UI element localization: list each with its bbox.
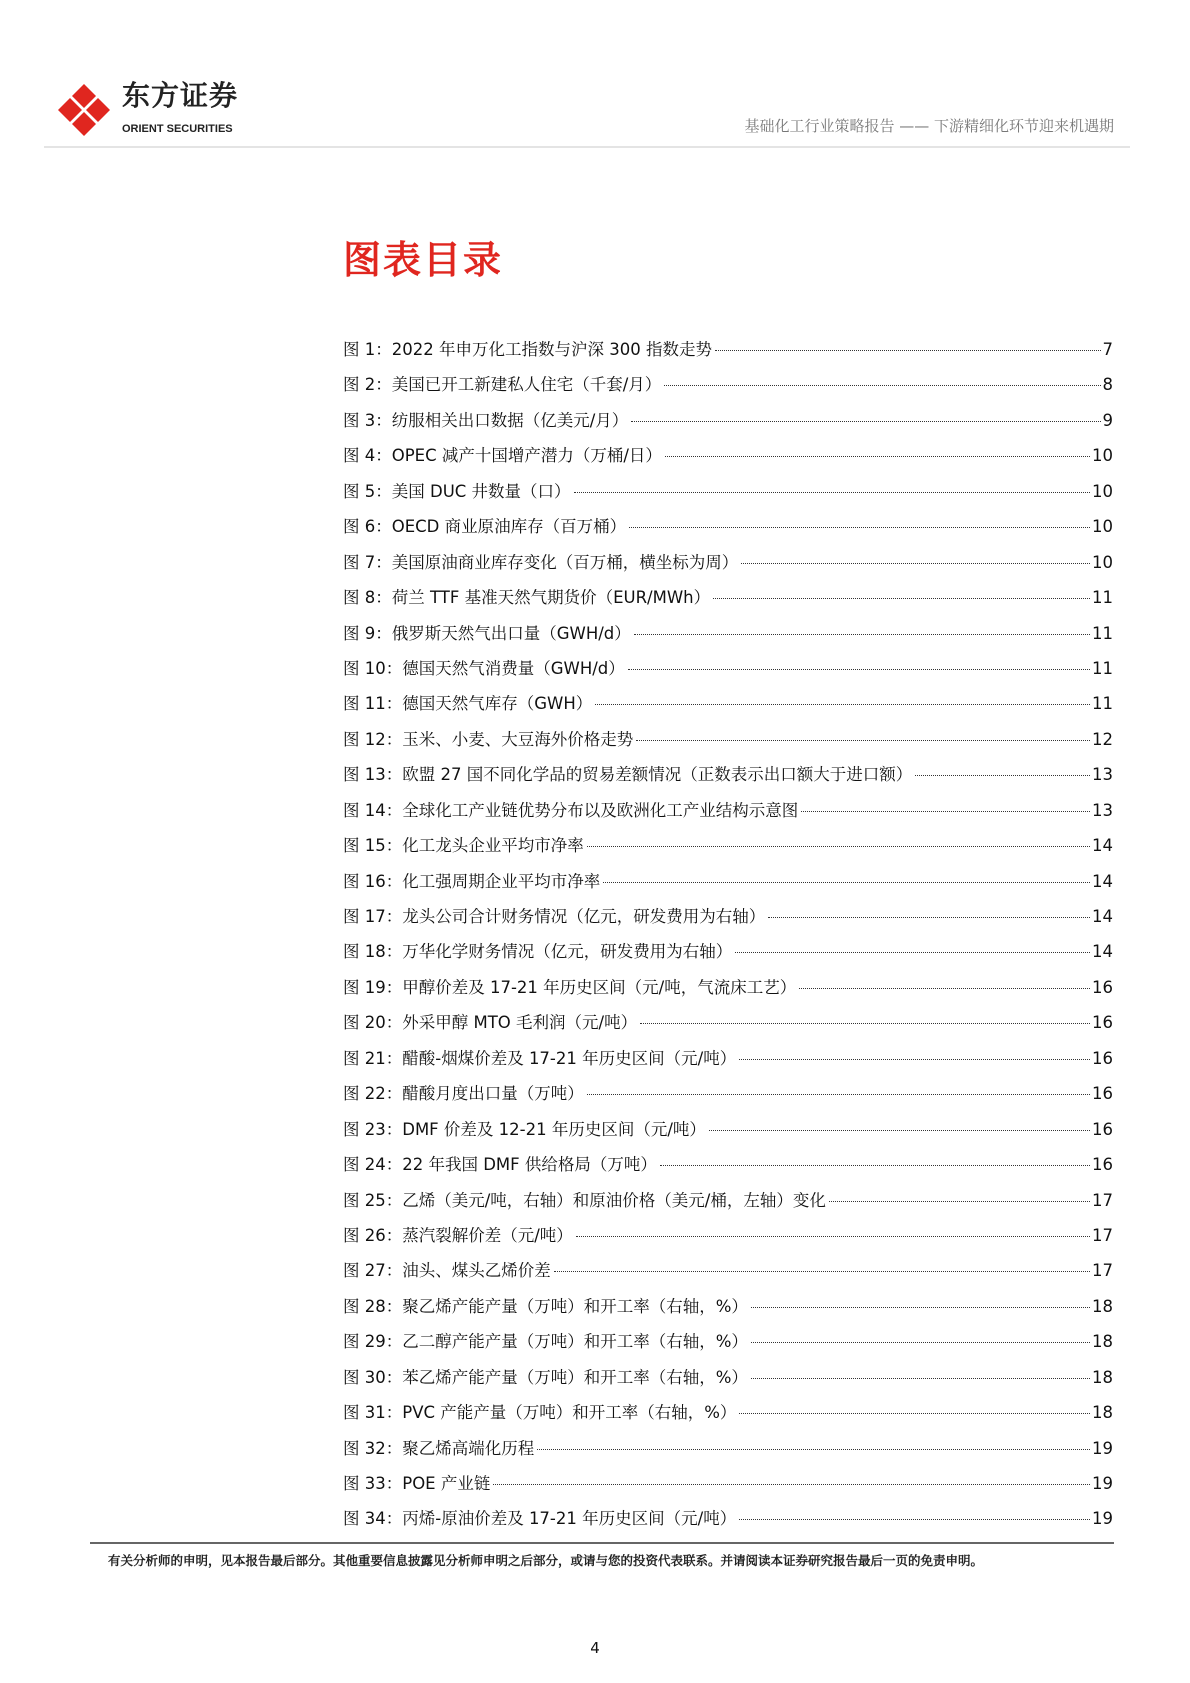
toc-entry[interactable] <box>343 1507 1113 1542</box>
toc-entry-page: 16 <box>1092 1084 1113 1104</box>
logo-chinese-name: 东方证券 <box>122 79 239 112</box>
toc-entry-page: 13 <box>1092 765 1113 785</box>
dot-leader <box>587 846 1090 847</box>
toc-entry-page: 18 <box>1092 1367 1113 1387</box>
dot-leader <box>751 1307 1090 1308</box>
dot-leader <box>829 1201 1090 1202</box>
toc-entry-label: 图 11：德国天然气库存（GWH） <box>343 694 593 714</box>
toc-entry-label: 图 9：俄罗斯天然气出口量（GWH/d） <box>343 623 631 643</box>
dot-leader <box>751 1342 1090 1343</box>
toc-entry-label: 图 23：DMF 价差及 12-21 年历史区间（元/吨） <box>343 1119 706 1139</box>
toc-entry-page: 14 <box>1092 836 1113 856</box>
dot-leader <box>751 1378 1090 1379</box>
toc-entry[interactable] <box>343 834 1113 869</box>
header-divider <box>44 146 1130 148</box>
toc-entry-page: 17 <box>1092 1225 1113 1245</box>
toc-entry-label: 图 6：OECD 商业原油库存（百万桶） <box>343 517 627 537</box>
dot-leader <box>493 1484 1090 1485</box>
report-title: 基础化工行业策略报告 —— 下游精细化环节迎来机遇期 <box>744 117 1114 135</box>
toc-entry-page: 10 <box>1092 446 1113 466</box>
toc-entry-page: 7 <box>1102 340 1113 359</box>
toc-entry[interactable] <box>343 1259 1113 1294</box>
toc-entry-label: 图 31：PVC 产能产量（万吨）和开工率（右轴，%） <box>343 1403 737 1423</box>
toc-entry[interactable] <box>343 763 1113 798</box>
toc-entry[interactable] <box>343 444 1113 479</box>
toc-entry[interactable] <box>343 515 1113 550</box>
toc-entry[interactable] <box>343 1366 1113 1401</box>
dot-leader <box>665 456 1090 457</box>
toc-entry[interactable] <box>343 1401 1113 1436</box>
toc-title: 图表目录 <box>343 238 504 282</box>
toc-entry[interactable] <box>343 870 1113 905</box>
toc-entry[interactable] <box>343 480 1113 515</box>
toc-entry[interactable] <box>343 976 1113 1011</box>
toc-entry-label: 图 20：外采甲醇 MTO 毛利润（元/吨） <box>343 1013 638 1033</box>
toc-entry[interactable] <box>343 799 1113 834</box>
toc-entry-label: 图 24：22 年我国 DMF 供给格局（万吨） <box>343 1155 657 1175</box>
toc-entry-label: 图 21：醋酸-烟煤价差及 17-21 年历史区间（元/吨） <box>343 1048 737 1068</box>
toc-entry[interactable] <box>343 1330 1113 1365</box>
toc-entry-page: 11 <box>1092 623 1113 643</box>
toc-entry[interactable] <box>343 373 1113 408</box>
toc-entry-page: 19 <box>1092 1509 1113 1529</box>
toc-entry-page: 11 <box>1092 658 1113 678</box>
toc-entry[interactable] <box>343 1118 1113 1153</box>
toc-entry[interactable] <box>343 622 1113 657</box>
dot-leader <box>801 811 1090 812</box>
toc-entry-label: 图 28：聚乙烯产能产量（万吨）和开工率（右轴，%） <box>343 1296 748 1316</box>
toc-entry-label: 图 19：甲醇价差及 17-21 年历史区间（元/吨，气流床工艺） <box>343 977 797 997</box>
toc-entry-label: 图 27：油头、煤头乙烯价差 <box>343 1261 551 1281</box>
toc-entry-page: 18 <box>1092 1332 1113 1352</box>
dot-leader <box>741 563 1090 564</box>
toc-entry[interactable] <box>343 1153 1113 1188</box>
toc-entry-page: 19 <box>1092 1474 1113 1493</box>
toc-entry-page: 18 <box>1092 1296 1113 1316</box>
disclaimer-text: 有关分析师的申明，见本报告最后部分。其他重要信息披露见分析师申明之后部分，或请与您的投资代表联系。并请阅读本证券研究报告最后一页的免责申明。 <box>108 1553 984 1568</box>
toc-entry-page: 16 <box>1092 1155 1113 1175</box>
toc-entry[interactable] <box>343 905 1113 940</box>
toc-entry[interactable] <box>343 1047 1113 1082</box>
toc-entry-label: 图 34：丙烯-原油价差及 17-21 年历史区间（元/吨） <box>343 1509 737 1529</box>
dot-leader <box>739 1413 1090 1414</box>
toc-entry-label: 图 25：乙烯（美元/吨，右轴）和原油价格（美元/桶，左轴）变化 <box>343 1190 826 1210</box>
toc-entry[interactable] <box>343 657 1113 692</box>
toc-entry-page: 10 <box>1092 552 1113 572</box>
dot-leader <box>587 1094 1090 1095</box>
dot-leader <box>739 1059 1090 1060</box>
dot-leader <box>634 634 1090 635</box>
toc-entry-page: 10 <box>1092 481 1113 501</box>
dot-leader <box>799 988 1090 989</box>
toc-entry-page: 14 <box>1092 907 1113 926</box>
toc-entry[interactable] <box>343 1189 1113 1224</box>
toc-entry-page: 16 <box>1092 1013 1113 1033</box>
toc-entry[interactable] <box>343 1224 1113 1259</box>
toc-entry-label: 图 15：化工龙头企业平均市净率 <box>343 836 584 856</box>
toc-entry-page: 16 <box>1092 1119 1113 1139</box>
toc-entry-page: 17 <box>1092 1190 1113 1210</box>
toc-entry[interactable] <box>343 551 1113 586</box>
toc-entry-label: 图 3：纺服相关出口数据（亿美元/月） <box>343 410 629 430</box>
dot-leader <box>595 704 1090 705</box>
figure-list <box>343 338 1113 1543</box>
toc-entry[interactable] <box>343 1437 1113 1472</box>
toc-entry[interactable] <box>343 1082 1113 1117</box>
dot-leader <box>709 1130 1090 1131</box>
toc-entry-label: 图 12：玉米、小麦、大豆海外价格走势 <box>343 729 634 749</box>
toc-entry-label: 图 16：化工强周期企业平均市净率 <box>343 871 601 891</box>
toc-entry-label: 图 17：龙头公司合计财务情况（亿元，研发费用为右轴） <box>343 907 766 926</box>
toc-entry[interactable] <box>343 728 1113 763</box>
dot-leader <box>735 952 1090 953</box>
dot-leader <box>640 1023 1090 1024</box>
dot-leader <box>915 775 1090 776</box>
dot-leader <box>629 527 1090 528</box>
dot-leader <box>713 598 1090 599</box>
toc-entry-page: 14 <box>1092 871 1113 891</box>
toc-entry-label: 图 33：POE 产业链 <box>343 1474 491 1493</box>
toc-entry-page: 9 <box>1102 410 1113 430</box>
dot-leader <box>628 669 1090 670</box>
toc-entry-label: 图 18：万华化学财务情况（亿元，研发费用为右轴） <box>343 942 733 962</box>
company-logo <box>56 80 276 140</box>
toc-entry-label: 图 4：OPEC 减产十国增产潜力（万桶/日） <box>343 446 662 466</box>
dot-leader <box>715 350 1101 351</box>
dot-leader <box>660 1165 1090 1166</box>
toc-entry[interactable] <box>343 1472 1113 1507</box>
orient-securities-logo-icon <box>56 82 112 138</box>
toc-entry-label: 图 32：聚乙烯高端化历程 <box>343 1438 535 1458</box>
toc-entry-page: 13 <box>1092 800 1113 820</box>
toc-entry-label: 图 2：美国已开工新建私人住宅（千套/月） <box>343 375 662 395</box>
toc-entry[interactable] <box>343 692 1113 727</box>
toc-entry-label: 图 8：荷兰 TTF 基准天然气期货价（EUR/MWh） <box>343 588 711 608</box>
toc-entry-page: 8 <box>1102 375 1113 395</box>
toc-entry-page: 12 <box>1092 729 1113 749</box>
dot-leader <box>554 1271 1090 1272</box>
toc-entry-label: 图 13：欧盟 27 国不同化学品的贸易差额情况（正数表示出口额大于进口额） <box>343 765 913 785</box>
dot-leader <box>664 385 1100 386</box>
dot-leader <box>537 1449 1090 1450</box>
footer-divider <box>90 1542 1114 1544</box>
toc-entry-label: 图 5：美国 DUC 井数量（口） <box>343 481 571 501</box>
toc-entry-label: 图 14：全球化工产业链优势分布以及欧洲化工产业结构示意图 <box>343 800 799 820</box>
toc-entry-page: 11 <box>1092 694 1113 714</box>
dot-leader <box>636 740 1090 741</box>
dot-leader <box>574 492 1090 493</box>
toc-entry[interactable] <box>343 338 1113 373</box>
toc-entry-page: 19 <box>1092 1438 1113 1458</box>
toc-entry-page: 10 <box>1092 517 1113 537</box>
toc-entry-label: 图 29：乙二醇产能产量（万吨）和开工率（右轴，%） <box>343 1332 748 1352</box>
toc-entry-label: 图 30：苯乙烯产能产量（万吨）和开工率（右轴，%） <box>343 1367 748 1387</box>
toc-entry-label: 图 10：德国天然气消费量（GWH/d） <box>343 658 625 678</box>
toc-entry-page: 16 <box>1092 977 1113 997</box>
toc-entry[interactable] <box>343 409 1113 444</box>
dot-leader <box>739 1519 1090 1520</box>
dot-leader <box>576 1236 1090 1237</box>
toc-entry[interactable] <box>343 1011 1113 1046</box>
dot-leader <box>768 917 1090 918</box>
toc-entry[interactable] <box>343 1295 1113 1330</box>
toc-entry-label: 图 1：2022 年申万化工指数与沪深 300 指数走势 <box>343 340 712 359</box>
toc-entry-page: 18 <box>1092 1403 1113 1423</box>
toc-entry[interactable] <box>343 586 1113 621</box>
toc-entry-page: 14 <box>1092 942 1113 962</box>
toc-entry-page: 11 <box>1092 588 1113 608</box>
toc-entry-label: 图 26：蒸汽裂解价差（元/吨） <box>343 1225 573 1245</box>
logo-english-name: ORIENT SECURITIES <box>122 123 233 135</box>
dot-leader <box>631 421 1100 422</box>
page-number: 4 <box>590 1639 600 1657</box>
toc-entry-page: 17 <box>1092 1261 1113 1281</box>
toc-entry-label: 图 7：美国原油商业库存变化（百万桶，横坐标为周） <box>343 552 739 572</box>
toc-entry-page: 16 <box>1092 1048 1113 1068</box>
dot-leader <box>603 882 1090 883</box>
toc-entry-label: 图 22：醋酸月度出口量（万吨） <box>343 1084 584 1104</box>
toc-entry[interactable] <box>343 940 1113 975</box>
